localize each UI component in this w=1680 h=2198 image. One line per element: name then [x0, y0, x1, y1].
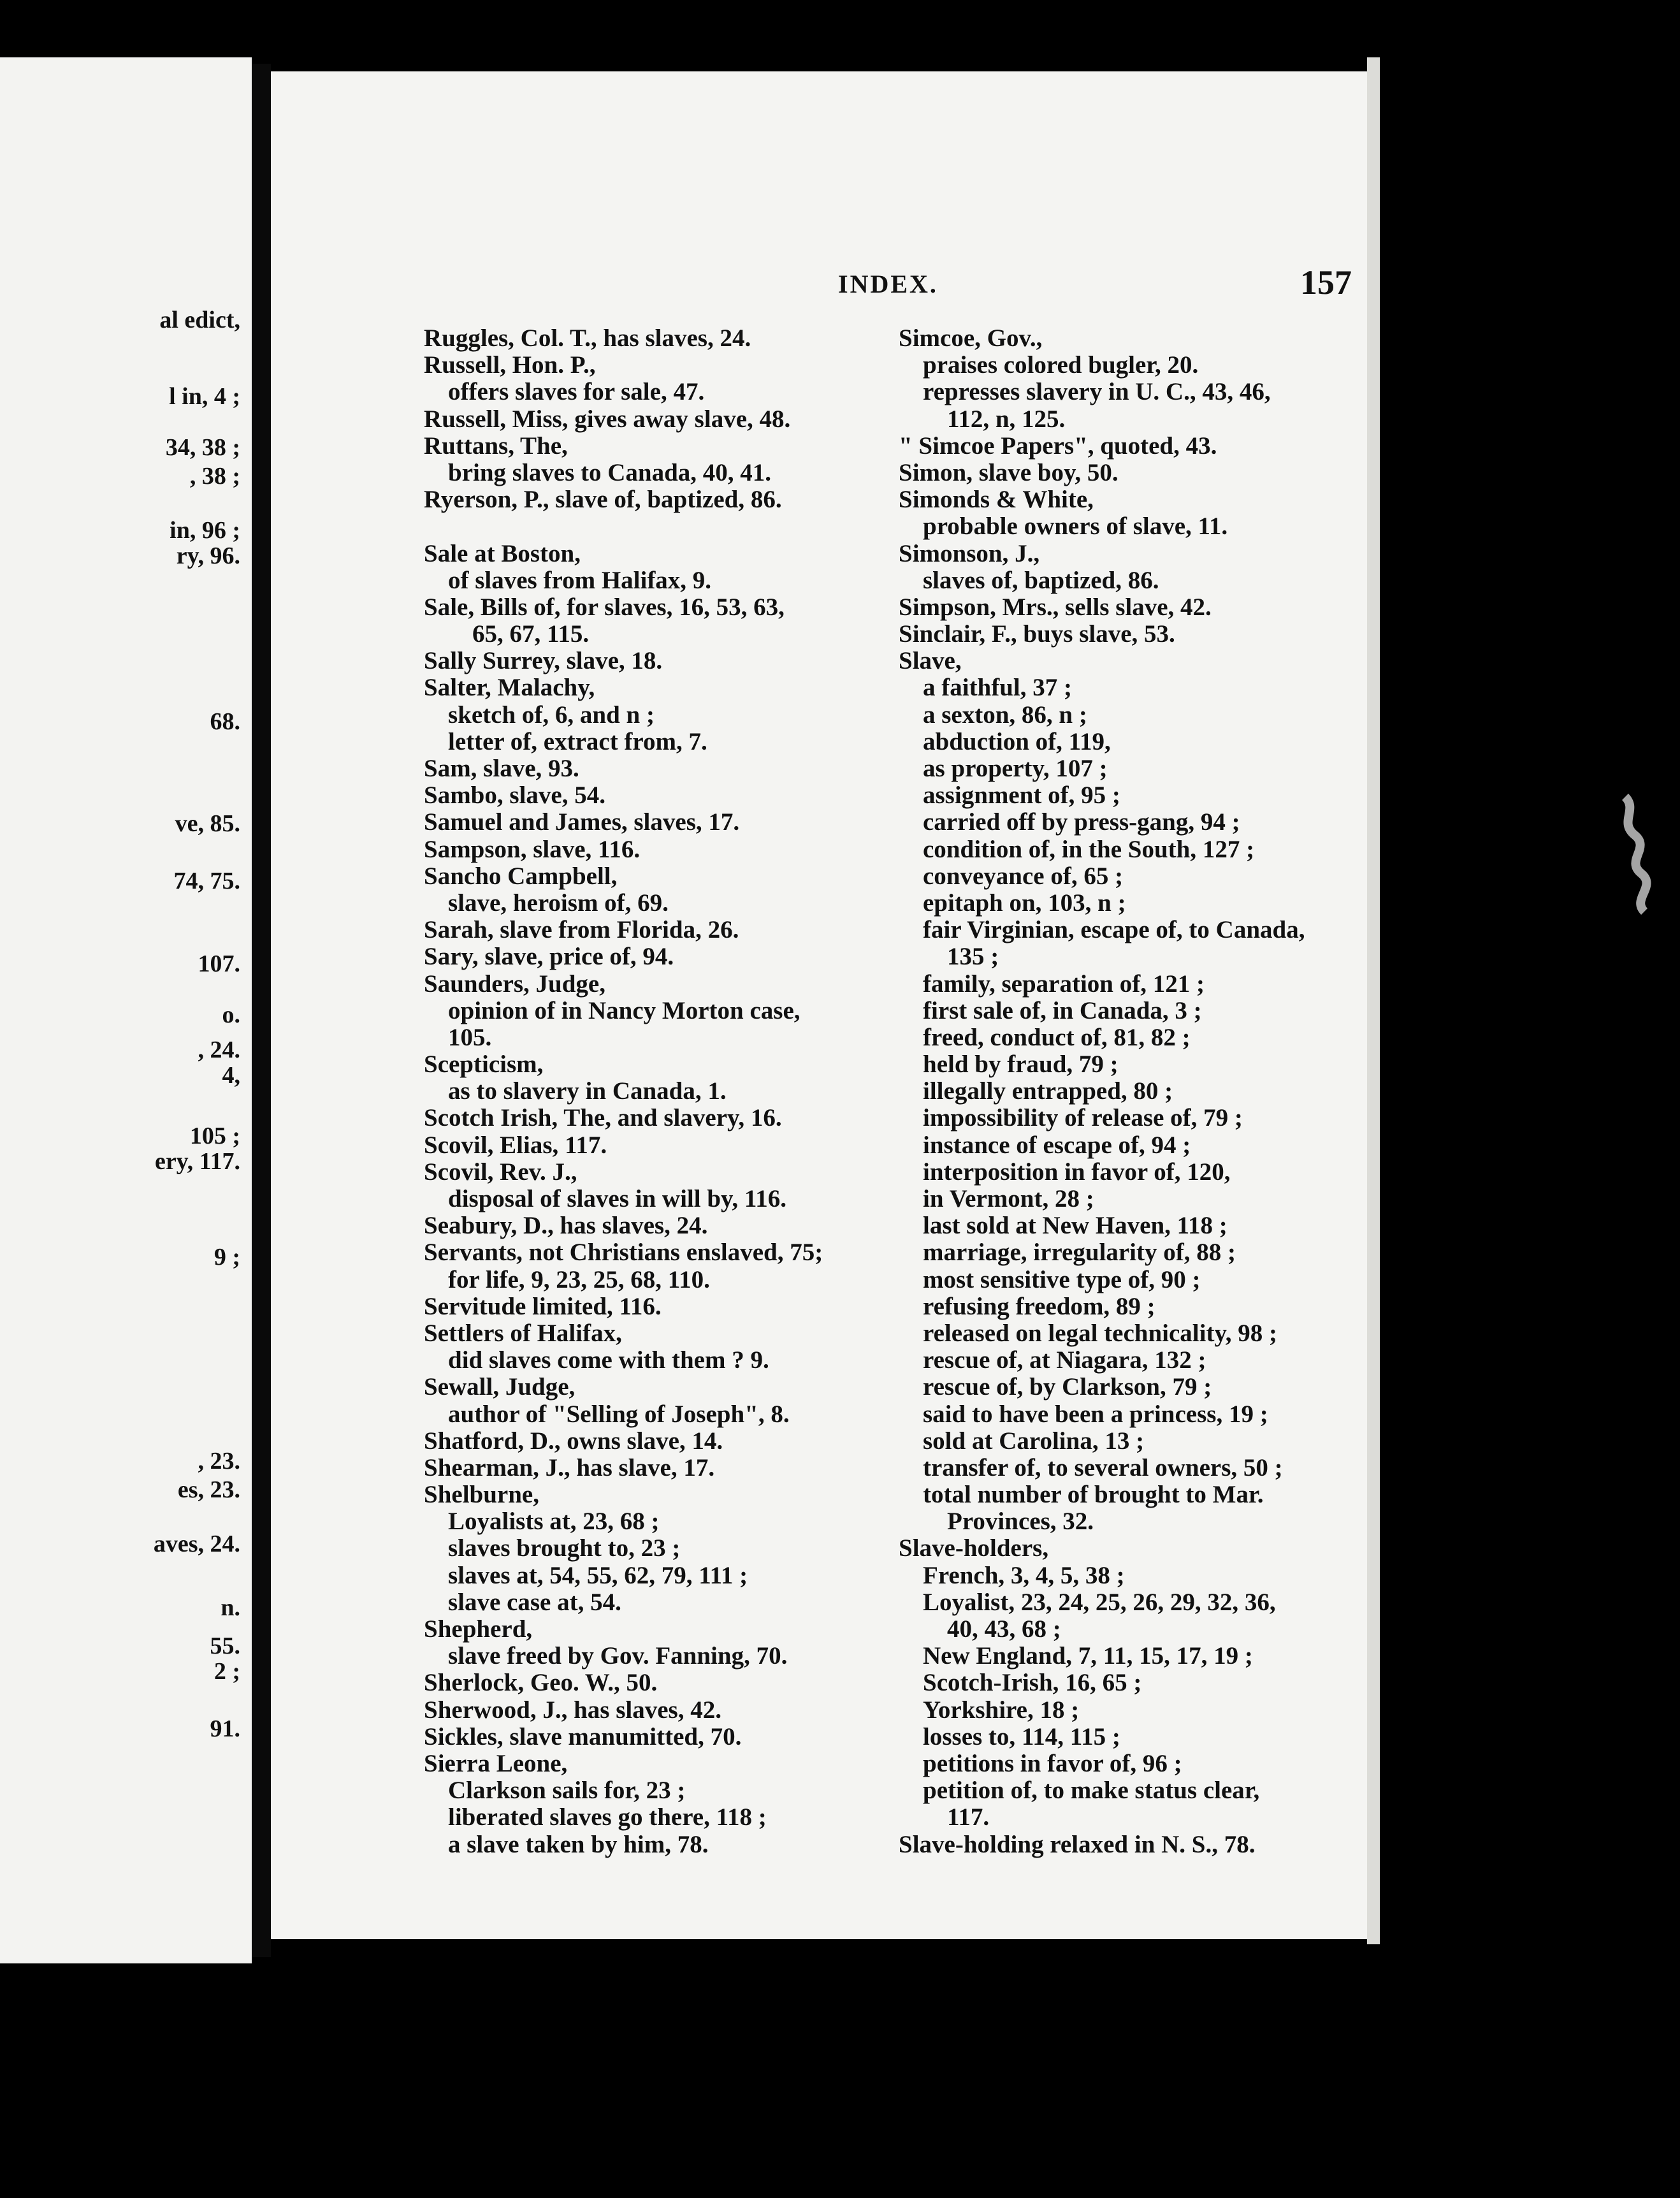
index-entry: French, 3, 4, 5, 38 ; — [923, 1561, 1125, 1589]
index-entry — [424, 513, 823, 540]
index-entry: Shearman, J., has slave, 17. — [424, 1453, 715, 1481]
facing-page-text: 68. — [210, 708, 240, 735]
index-entry: author of "Selling of Joseph", 8. — [448, 1400, 790, 1428]
index-entry: carried off by press-gang, 94 ; — [923, 808, 1240, 836]
scan-artifact — [1612, 790, 1663, 918]
index-entry: Simcoe, Gov., — [899, 324, 1043, 352]
index-entry: 135 ; — [947, 943, 999, 971]
index-entry: condition of, in the South, 127 ; — [923, 835, 1255, 863]
index-entry: held by fraud, 79 ; — [923, 1051, 1119, 1079]
index-entry: Yorkshire, 18 ; — [923, 1696, 1080, 1724]
index-entry: last sold at New Haven, 118 ; — [923, 1212, 1227, 1240]
index-entry: praises colored bugler, 20. — [923, 351, 1199, 379]
page-title: INDEX. — [838, 270, 938, 298]
index-entry: Scovil, Rev. J., — [424, 1158, 577, 1186]
facing-page-text: n. — [221, 1594, 240, 1621]
index-entry: epitaph on, 103, n ; — [923, 889, 1126, 917]
index-entry: bring slaves to Canada, 40, 41. — [448, 458, 772, 486]
index-entry: marriage, irregularity of, 88 ; — [923, 1239, 1236, 1267]
facing-page-text: 55. — [210, 1633, 240, 1659]
index-entry: refusing freedom, 89 ; — [923, 1292, 1155, 1320]
index-entry: letter of, extract from, 7. — [448, 727, 707, 755]
index-entry: Shelburne, — [424, 1481, 539, 1509]
index-column-right — [899, 325, 1305, 1858]
index-entry: rescue of, at Niagara, 132 ; — [923, 1346, 1206, 1374]
index-entry: 112, n, 125. — [947, 405, 1066, 433]
index-entry: Sewall, Judge, — [424, 1373, 576, 1401]
index-entry: 105. — [448, 1023, 492, 1051]
facing-page-text: 74, 75. — [173, 868, 240, 894]
index-entry: Loyalist, 23, 24, 25, 26, 29, 32, 36, — [923, 1588, 1276, 1616]
index-entry: most sensitive type of, 90 ; — [923, 1265, 1201, 1293]
index-entry: Scepticism, — [424, 1051, 544, 1079]
index-entry: a faithful, 37 ; — [923, 674, 1072, 702]
index-entry: Seabury, D., has slaves, 24. — [424, 1212, 708, 1240]
index-entry: petitions in favor of, 96 ; — [923, 1749, 1182, 1777]
index-entry: sold at Carolina, 13 ; — [923, 1427, 1145, 1455]
index-entry: did slaves come with them ? 9. — [448, 1346, 769, 1374]
index-entry: Simon, slave boy, 50. — [899, 458, 1119, 486]
index-entry: Provinces, 32. — [947, 1508, 1094, 1536]
index-entry: Sickles, slave manumitted, 70. — [424, 1722, 742, 1750]
index-entry: Ruggles, Col. T., has slaves, 24. — [424, 324, 751, 352]
index-entry: total number of brought to Mar. — [923, 1481, 1264, 1509]
index-entry: Sarah, slave from Florida, 26. — [424, 916, 739, 944]
facing-page-text: es, 23. — [177, 1476, 240, 1503]
index-entry: Sherlock, Geo. W., 50. — [424, 1669, 658, 1697]
index-entry: Salter, Malachy, — [424, 674, 595, 702]
index-entry: freed, conduct of, 81, 82 ; — [923, 1023, 1191, 1051]
index-entry: New England, 7, 11, 15, 17, 19 ; — [923, 1642, 1253, 1670]
index-entry: for life, 9, 23, 25, 68, 110. — [448, 1265, 710, 1293]
index-entry: Slave, — [899, 647, 962, 675]
page-edge — [1367, 57, 1380, 1944]
index-entry: slave freed by Gov. Fanning, 70. — [448, 1642, 788, 1670]
index-entry: transfer of, to several owners, 50 ; — [923, 1453, 1283, 1481]
facing-page-text: 4, — [222, 1062, 240, 1089]
index-entry: as property, 107 ; — [923, 755, 1108, 782]
index-entry: Ryerson, P., slave of, baptized, 86. — [424, 486, 782, 514]
index-entry: a sexton, 86, n ; — [923, 701, 1087, 729]
index-entry: Shatford, D., owns slave, 14. — [424, 1427, 723, 1455]
index-entry: family, separation of, 121 ; — [923, 970, 1205, 998]
index-entry: Sinclair, F., buys slave, 53. — [899, 620, 1175, 648]
index-entry: Scotch-Irish, 16, 65 ; — [923, 1669, 1142, 1697]
index-entry: Sambo, slave, 54. — [424, 782, 605, 810]
index-entry: Sale at Boston, — [424, 539, 581, 567]
index-entry: of slaves from Halifax, 9. — [448, 566, 712, 594]
facing-page-text: , 23. — [198, 1448, 240, 1474]
facing-page-text: l in, 4 ; — [169, 383, 240, 410]
index-column-left — [424, 325, 823, 1858]
facing-page-text: 91. — [210, 1715, 240, 1742]
index-entry: slave, heroism of, 69. — [448, 889, 669, 917]
facing-page-text: ery, 117. — [154, 1148, 240, 1175]
index-entry: probable owners of slave, 11. — [923, 513, 1228, 541]
index-entry: petition of, to make status clear, — [923, 1777, 1260, 1805]
index-entry: sketch of, 6, and n ; — [448, 701, 655, 729]
index-entry: Sary, slave, price of, 94. — [424, 943, 674, 971]
index-entry: Loyalists at, 23, 68 ; — [448, 1508, 660, 1536]
index-entry: Saunders, Judge, — [424, 970, 605, 998]
index-entry: losses to, 114, 115 ; — [923, 1722, 1120, 1750]
index-entry: instance of escape of, 94 ; — [923, 1131, 1191, 1159]
facing-page-text: , 24. — [198, 1037, 240, 1063]
index-entry: Sally Surrey, slave, 18. — [424, 647, 663, 675]
index-entry: conveyance of, 65 ; — [923, 862, 1124, 890]
index-entry: said to have been a princess, 19 ; — [923, 1400, 1268, 1428]
index-entry: 40, 43, 68 ; — [947, 1615, 1061, 1643]
facing-page-text: al edict, — [159, 307, 240, 333]
index-entry: Russell, Hon. P., — [424, 351, 596, 379]
index-entry: a slave taken by him, 78. — [448, 1830, 709, 1858]
index-entry: Sherwood, J., has slaves, 42. — [424, 1696, 721, 1724]
index-entry: illegally entrapped, 80 ; — [923, 1077, 1173, 1105]
facing-page-text: aves, 24. — [153, 1531, 240, 1557]
index-entry: Ruttans, The, — [424, 432, 568, 460]
index-entry: slaves at, 54, 55, 62, 79, 111 ; — [448, 1561, 748, 1589]
index-entry: impossibility of release of, 79 ; — [923, 1104, 1243, 1132]
facing-page-text: 34, 38 ; — [165, 434, 240, 461]
index-entry: Simpson, Mrs., sells slave, 42. — [899, 593, 1212, 621]
index-entry: Clarkson sails for, 23 ; — [448, 1777, 686, 1805]
facing-page-text: 105 ; — [189, 1123, 240, 1149]
index-entry: Sam, slave, 93. — [424, 755, 579, 782]
index-entry: in Vermont, 28 ; — [923, 1185, 1094, 1212]
index-entry: abduction of, 119, — [923, 727, 1111, 755]
index-entry: disposal of slaves in will by, 116. — [448, 1185, 786, 1212]
index-entry: 65, 67, 115. — [472, 620, 590, 648]
index-entry: fair Virginian, escape of, to Canada, — [923, 916, 1305, 944]
facing-page-text: , 38 ; — [189, 463, 240, 490]
index-entry: liberated slaves go there, 118 ; — [448, 1803, 767, 1831]
facing-page-text: in, 96 ; — [170, 517, 240, 544]
index-entry: opinion of in Nancy Morton case, — [448, 996, 800, 1024]
page-number: 157 — [1300, 263, 1352, 302]
index-entry: Scovil, Elias, 117. — [424, 1131, 607, 1159]
index-entry: Sierra Leone, — [424, 1749, 568, 1777]
index-entry: Sale, Bills of, for slaves, 16, 53, 63, — [424, 593, 785, 621]
facing-page-text: 2 ; — [214, 1658, 240, 1685]
facing-page-fragment — [0, 57, 252, 1963]
book-gutter — [252, 64, 271, 1957]
index-entry: Samuel and James, slaves, 17. — [424, 808, 740, 836]
index-entry: slaves of, baptized, 86. — [923, 566, 1159, 594]
index-entry: slaves brought to, 23 ; — [448, 1534, 681, 1562]
facing-page-text: 107. — [198, 950, 240, 977]
facing-page-text: ry, 96. — [176, 542, 240, 569]
index-entry: Slave-holders, — [899, 1534, 1049, 1562]
index-entry: Servitude limited, 116. — [424, 1292, 662, 1320]
index-entry: Simonson, J., — [899, 539, 1040, 567]
index-entry: slave case at, 54. — [448, 1588, 621, 1616]
index-entry: Slave-holding relaxed in N. S., 78. — [899, 1830, 1256, 1858]
index-entry: Sampson, slave, 116. — [424, 835, 641, 863]
facing-page-text: 9 ; — [214, 1244, 240, 1270]
index-entry: 117. — [947, 1803, 990, 1831]
index-entry: first sale of, in Canada, 3 ; — [923, 996, 1202, 1024]
index-entry: interposition in favor of, 120, — [923, 1158, 1231, 1186]
index-entry: Servants, not Christians enslaved, 75; — [424, 1239, 823, 1267]
index-page — [271, 71, 1367, 1939]
index-entry: represses slavery in U. C., 43, 46, — [923, 378, 1271, 406]
index-entry: Russell, Miss, gives away slave, 48. — [424, 405, 791, 433]
facing-page-text: ve, 85. — [175, 810, 240, 837]
index-entry: assignment of, 95 ; — [923, 782, 1120, 810]
index-entry: " Simcoe Papers", quoted, 43. — [899, 432, 1217, 460]
index-entry: rescue of, by Clarkson, 79 ; — [923, 1373, 1212, 1401]
index-entry: released on legal technicality, 98 ; — [923, 1319, 1278, 1347]
index-entry: offers slaves for sale, 47. — [448, 378, 705, 406]
facing-page-text: o. — [222, 1001, 240, 1028]
index-entry: as to slavery in Canada, 1. — [448, 1077, 727, 1105]
index-entry: Simonds & White, — [899, 486, 1094, 514]
index-entry: Sancho Campbell, — [424, 862, 618, 890]
index-entry: Settlers of Halifax, — [424, 1319, 622, 1347]
index-entry: Shepherd, — [424, 1615, 533, 1643]
index-entry: Scotch Irish, The, and slavery, 16. — [424, 1104, 782, 1132]
